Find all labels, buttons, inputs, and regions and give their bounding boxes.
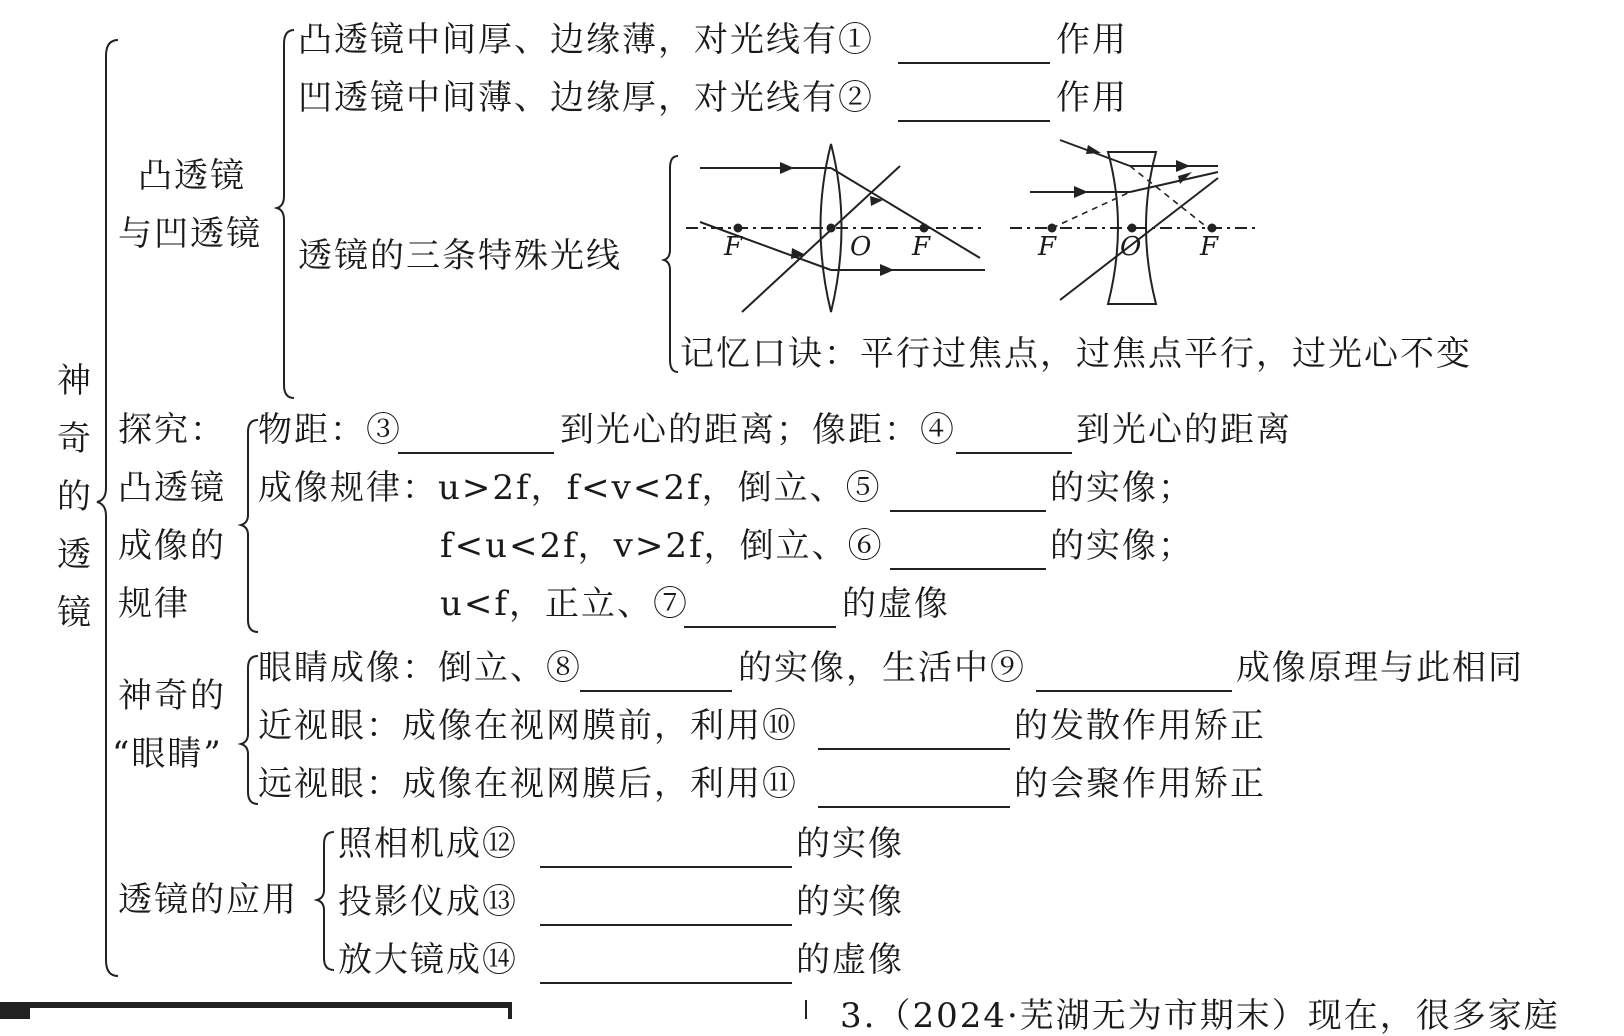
eye-imaging-a: 眼睛成像：倒立、⑧: [258, 648, 582, 688]
myopia-b: 的发散作用矫正: [1014, 706, 1266, 746]
rule1-a: 成像规律：u>2f，f<v<2f，倒立、⑤: [258, 468, 882, 508]
convex-center: O: [850, 232, 874, 262]
lens-label-line1: 凸透镜: [138, 156, 246, 196]
hyperopia-a: 远视眼：成像在视网膜后，利用⑪: [258, 764, 798, 804]
distance-b: 到光心的距离；像距：④: [560, 410, 956, 450]
blank-14[interactable]: [540, 982, 792, 984]
blank-6[interactable]: [890, 568, 1046, 570]
rule2-a: f<u<2f，v>2f，倒立、⑥: [440, 526, 884, 566]
camera-a: 照相机成⑫: [338, 824, 518, 864]
blank-7[interactable]: [684, 626, 836, 628]
projector-b: 的实像: [796, 882, 904, 922]
eye-imaging-c: 成像原理与此相同: [1236, 648, 1524, 688]
rays-brace: [664, 156, 678, 372]
concave-focus-left: F: [1038, 232, 1059, 262]
footer-question: 3.（2024·芜湖无为市期末）现在，很多家庭: [840, 996, 1560, 1036]
apps-brace: [317, 832, 334, 970]
blank-3[interactable]: [398, 452, 554, 454]
convex-suffix: 作用: [1056, 20, 1128, 60]
blank-8[interactable]: [580, 690, 732, 692]
camera-b: 的实像: [796, 824, 904, 864]
convex-focus-left: F: [724, 232, 745, 262]
eye-label-line1: 神奇的: [118, 676, 226, 716]
mnemonic: 记忆口诀：平行过焦点，过焦点平行，过光心不变: [680, 334, 1472, 374]
hyperopia-b: 的会聚作用矫正: [1014, 764, 1266, 804]
explore-label-2: 凸透镜: [118, 468, 226, 508]
main-brace: [97, 40, 118, 976]
concave-lens-diagram: [1010, 140, 1256, 304]
convex-prefix: 凸透镜中间厚、边缘薄，对光线有①: [298, 20, 874, 60]
blank-4[interactable]: [956, 452, 1072, 454]
magnifier-a: 放大镜成⑭: [338, 940, 518, 980]
blank-13[interactable]: [540, 924, 792, 926]
rays-label: 透镜的三条特殊光线: [298, 236, 622, 276]
explore-label-1: 探究：: [118, 410, 226, 450]
lens-brace: [277, 30, 294, 398]
explore-label-4: 规律: [118, 584, 190, 624]
eye-label-line2: “眼睛”: [112, 734, 223, 774]
apps-label: 透镜的应用: [118, 880, 298, 920]
projector-a: 投影仪成⑬: [338, 882, 518, 922]
concave-focus-right: F: [1200, 232, 1221, 262]
rule3-b: 的虚像: [842, 584, 950, 624]
magnifier-b: 的虚像: [796, 940, 904, 980]
convex-focus-right: F: [912, 232, 933, 262]
rule1-b: 的实像；: [1050, 468, 1194, 508]
myopia-a: 近视眼：成像在视网膜前，利用⑩: [258, 706, 798, 746]
blank-11[interactable]: [818, 806, 1010, 808]
concave-center: O: [1120, 232, 1144, 262]
eye-imaging-b: 的实像，生活中⑨: [738, 648, 1026, 688]
concave-suffix: 作用: [1056, 78, 1128, 118]
distance-c: 到光心的距离: [1076, 410, 1292, 450]
blank-12[interactable]: [540, 866, 792, 868]
blank-2[interactable]: [898, 120, 1050, 122]
main-title: 神 奇 的 透 镜: [57, 361, 91, 633]
rule2-b: 的实像；: [1050, 526, 1194, 566]
blank-1[interactable]: [898, 62, 1050, 64]
concave-prefix: 凹透镜中间薄、边缘厚，对光线有②: [298, 78, 874, 118]
explore-brace: [241, 420, 258, 632]
blank-9[interactable]: [1036, 690, 1232, 692]
rule3-a: u<f，正立、⑦: [440, 584, 689, 624]
lens-label-line2: 与凹透镜: [118, 214, 262, 254]
eye-brace: [241, 656, 258, 804]
footer-bar: [0, 1000, 806, 1019]
blank-5[interactable]: [890, 510, 1046, 512]
explore-label-3: 成像的: [118, 526, 226, 566]
blank-10[interactable]: [818, 748, 1010, 750]
distance-a: 物距：③: [258, 410, 402, 450]
